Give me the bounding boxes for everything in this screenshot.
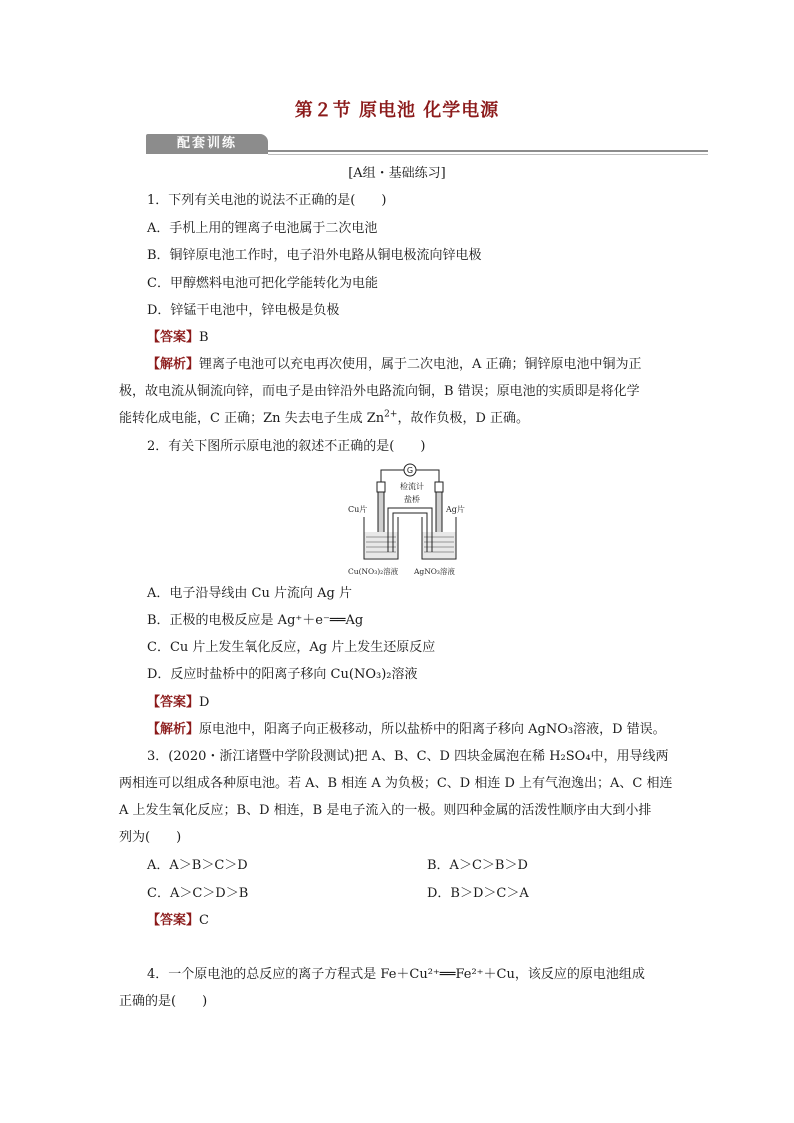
answer-label: 【答案】 [147, 913, 200, 928]
q3-option-c: C．A＞C＞D＞B [147, 886, 249, 901]
q3-answer [147, 913, 209, 929]
q2-stem: 2．有关下图所示原电池的叙述不正确的是( ) [147, 439, 426, 454]
q4-stem-line-2: 正确的是( ) [119, 994, 208, 1009]
q3-answer-value: C [199, 913, 209, 928]
q2-option-b: B．正极的电极反应是 Ag⁺＋e⁻══Ag [147, 613, 364, 628]
banner-label: 配套训练 [146, 134, 268, 154]
salt-bridge-label: 盐桥 [404, 495, 420, 504]
analysis-label: 【解析】 [147, 357, 200, 372]
q3-option-b: B．A＞C＞B＞D [427, 858, 528, 873]
page-title: 第２节 原电池 化学电源 [294, 100, 500, 121]
answer-label: 【答案】 [147, 695, 200, 710]
section-banner [146, 134, 708, 156]
meter-label: 检流计 [400, 482, 424, 491]
galvanic-cell-diagram [348, 462, 472, 580]
q3-stem-line-1: 3．(2020・浙江诸暨中学阶段测试)把 A、B、C、D 四块金属泡在稀 H₂SO₄中，用导线两 [147, 749, 669, 764]
q1-option-a: A．手机上用的锂离子电池属于二次电池 [147, 221, 378, 236]
q2-option-a: A．电子沿导线由 Cu 片流向 Ag 片 [147, 586, 352, 601]
q1-analysis-text-4: ，故作负极，D 正确。 [397, 411, 529, 426]
q1-analysis-text-1: 锂离子电池可以充电再次使用，属于二次电池，A 正确；铜锌原电池中铜为正 [199, 357, 642, 372]
q2-answer-value: D [199, 695, 210, 710]
zn-charge: 2+ [384, 409, 398, 420]
q3-stem-line-4: 列为( ) [119, 830, 182, 845]
left-solution-label: Cu(NO₃)₂溶液 [348, 567, 399, 576]
q1-option-b: B．铜锌原电池工作时，电子沿外电路从铜电极流向锌电极 [147, 248, 482, 263]
banner-rule-thin [268, 154, 708, 155]
answer-label: 【答案】 [147, 330, 200, 345]
left-clamp [377, 482, 385, 492]
galvanometer-symbol: G [406, 466, 414, 475]
q2-option-c: C．Cu 片上发生氧化反应，Ag 片上发生还原反应 [147, 640, 436, 655]
q1-option-d: D．锌锰干电池中，锌电极是负极 [147, 303, 340, 318]
q1-analysis-text-3: 能转化成电能，C 正确；Zn 失去电子生成 Zn [119, 411, 385, 426]
q1-analysis-line-2: 极，故电流从铜流向锌，而电子是由锌沿外电路流向铜，B 错误；原电池的实质即是将化学 [119, 384, 640, 399]
right-solution-label: AgNO₃溶液 [414, 567, 455, 576]
group-heading: [A组・基础练习] [348, 166, 446, 181]
q1-option-c: C．甲醇燃料电池可把化学能转化为电能 [147, 276, 378, 291]
q2-analysis-text: 原电池中，阳离子向正极移动，所以盐桥中的阳离子移向 AgNO₃溶液，D 错误。 [199, 722, 666, 737]
q3-option-a: A．A＞B＞C＞D [147, 858, 248, 873]
q1-answer [147, 330, 209, 346]
q1-stem: 1．下列有关电池的说法不正确的是( ) [147, 193, 387, 208]
cu-label: Cu片 [348, 505, 368, 514]
ag-label: Ag片 [446, 505, 465, 514]
right-clamp [435, 482, 443, 492]
q3-stem-line-2: 两相连可以组成各种原电池。若 A、B 相连 A 为负极；C、D 相连 D 上有气泡逸出；A、C 相连 [119, 776, 673, 791]
q1-analysis-line-3 [119, 411, 529, 427]
q2-analysis [147, 722, 666, 738]
q1-analysis-line-1 [147, 357, 642, 373]
q2-option-d: D．反应时盐桥中的阳离子移向 Cu(NO₃)₂溶液 [147, 667, 418, 682]
analysis-label: 【解析】 [147, 722, 200, 737]
q4-stem-line-1: 4．一个原电池的总反应的离子方程式是 Fe＋Cu²⁺══Fe²⁺＋Cu，该反应的原电池组成 [147, 967, 645, 982]
banner-rule [268, 150, 708, 152]
q2-answer [147, 695, 209, 711]
q3-stem-line-3: A 上发生氧化反应；B、D 相连，B 是电子流入的一极。则四种金属的活泼性顺序由大到小排 [119, 803, 652, 818]
q1-answer-value: B [199, 330, 209, 345]
q3-option-d: D．B＞D＞C＞A [427, 886, 529, 901]
